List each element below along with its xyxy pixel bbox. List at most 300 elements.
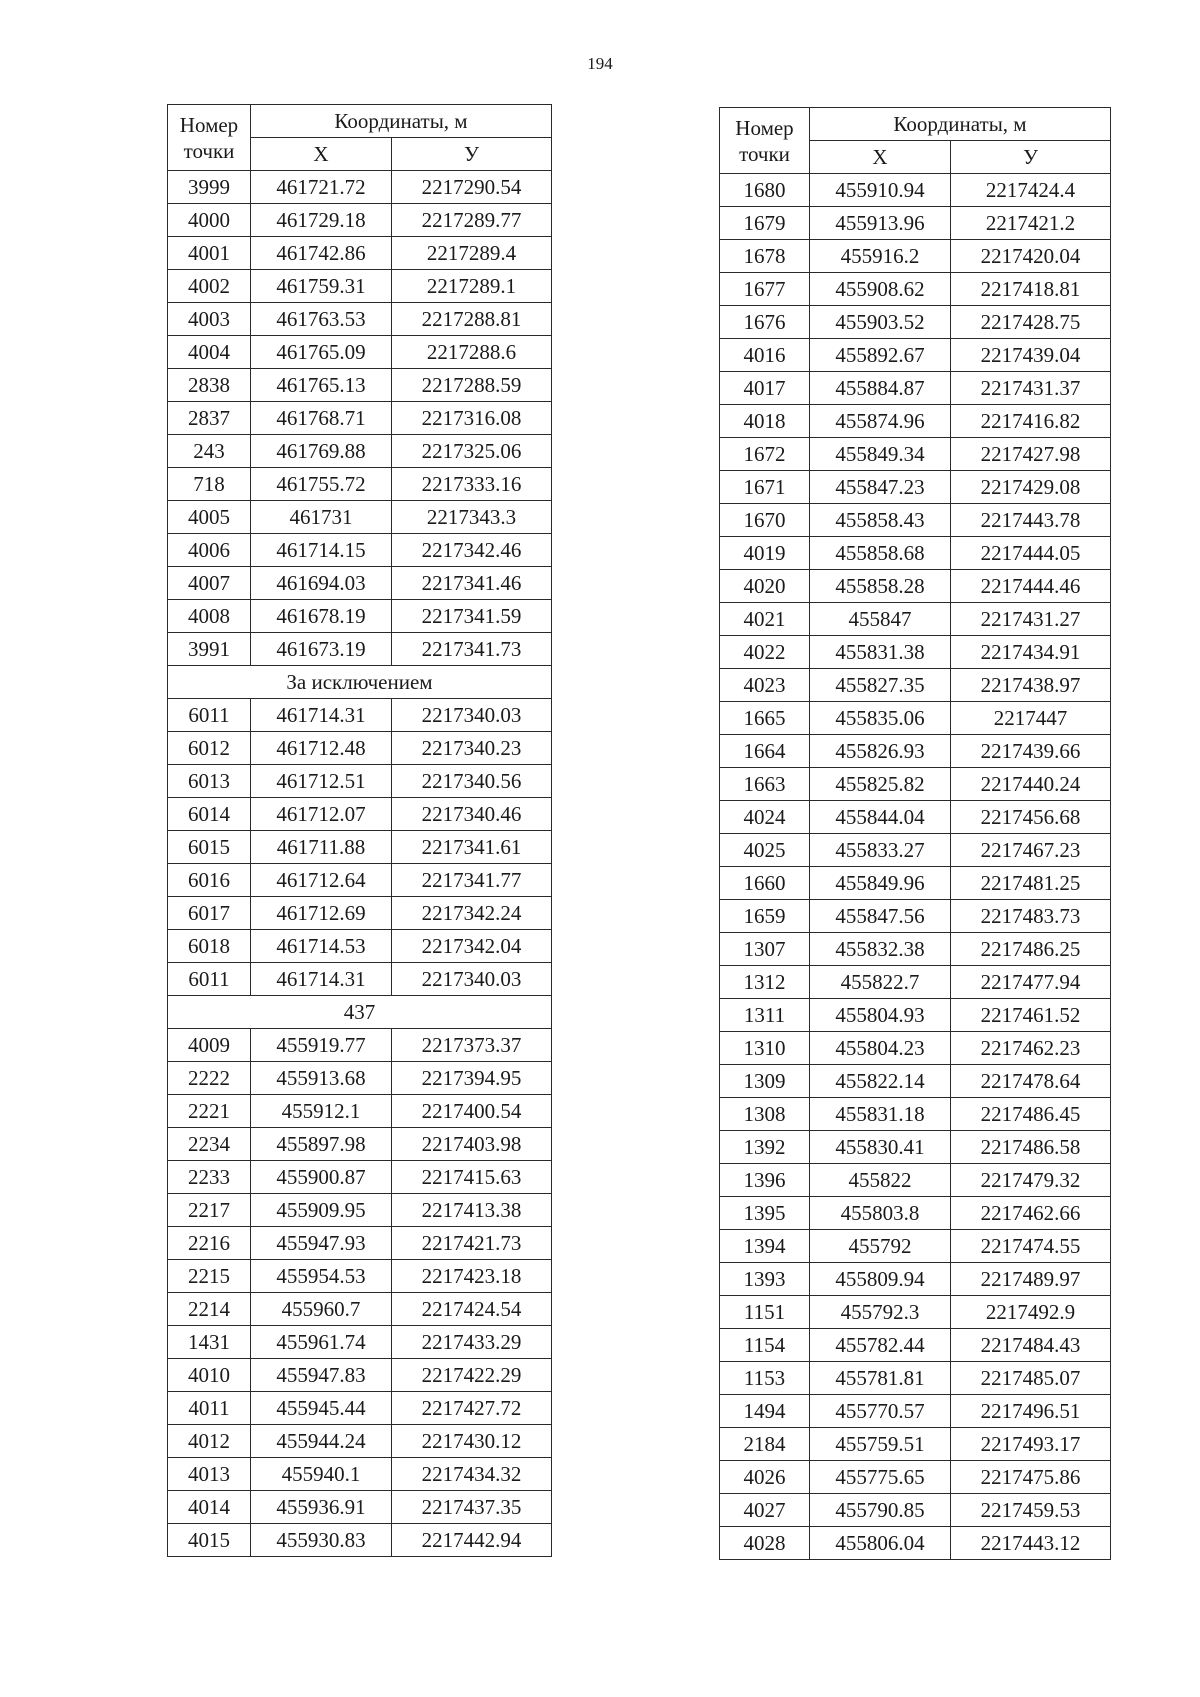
point-number-cell: 1392 — [720, 1131, 810, 1164]
x-coordinate-cell: 461759.31 — [251, 270, 392, 303]
x-coordinate-cell: 455759.51 — [810, 1428, 951, 1461]
table-row — [168, 1392, 552, 1425]
y-coordinate-cell: 2217439.66 — [951, 735, 1111, 768]
table-row — [168, 501, 552, 534]
x-coordinate-cell: 455822 — [810, 1164, 951, 1197]
table-row — [168, 1095, 552, 1128]
y-coordinate-cell: 2217288.59 — [392, 369, 552, 402]
table-row — [720, 273, 1111, 306]
x-coordinate-cell: 455900.87 — [251, 1161, 392, 1194]
y-coordinate-cell: 2217486.45 — [951, 1098, 1111, 1131]
y-coordinate-cell: 2217342.04 — [392, 930, 552, 963]
y-coordinate-cell: 2217427.98 — [951, 438, 1111, 471]
point-number-cell: 2221 — [168, 1095, 251, 1128]
x-coordinate-cell: 455792 — [810, 1230, 951, 1263]
point-number-cell: 1311 — [720, 999, 810, 1032]
table-row — [168, 831, 552, 864]
point-number-cell: 4002 — [168, 270, 251, 303]
point-number-cell: 718 — [168, 468, 251, 501]
y-coordinate-cell: 2217462.23 — [951, 1032, 1111, 1065]
point-number-cell: 4000 — [168, 204, 251, 237]
y-coordinate-cell: 2217475.86 — [951, 1461, 1111, 1494]
y-coordinate-cell: 2217341.61 — [392, 831, 552, 864]
y-coordinate-cell: 2217434.91 — [951, 636, 1111, 669]
x-coordinate-cell: 461755.72 — [251, 468, 392, 501]
x-coordinate-cell: 461712.64 — [251, 864, 392, 897]
y-coordinate-cell: 2217290.54 — [392, 171, 552, 204]
y-coordinate-cell: 2217434.32 — [392, 1458, 552, 1491]
y-coordinate-cell: 2217492.9 — [951, 1296, 1111, 1329]
left-coordinates-table — [167, 104, 552, 1557]
x-coordinate-cell: 455961.74 — [251, 1326, 392, 1359]
x-coordinate-cell: 455827.35 — [810, 669, 951, 702]
x-coordinate-cell: 455790.85 — [810, 1494, 951, 1527]
point-number-cell: 4028 — [720, 1527, 810, 1560]
point-number-cell: 2222 — [168, 1062, 251, 1095]
table-row — [720, 966, 1111, 999]
y-coordinate-cell: 2217289.4 — [392, 237, 552, 270]
x-coordinate-cell: 455806.04 — [810, 1527, 951, 1560]
y-coordinate-cell: 2217462.66 — [951, 1197, 1111, 1230]
y-coordinate-cell: 2217483.73 — [951, 900, 1111, 933]
y-coordinate-cell: 2217489.97 — [951, 1263, 1111, 1296]
left-table-body — [168, 171, 552, 1557]
x-coordinate-cell: 455792.3 — [810, 1296, 951, 1329]
y-coordinate-cell: 2217316.08 — [392, 402, 552, 435]
table-row — [168, 1491, 552, 1524]
point-number-cell: 1309 — [720, 1065, 810, 1098]
table-row — [720, 768, 1111, 801]
table-row — [168, 963, 552, 996]
table-row — [720, 867, 1111, 900]
y-header: У — [392, 138, 552, 171]
table-row — [720, 504, 1111, 537]
y-coordinate-cell: 2217443.78 — [951, 504, 1111, 537]
x-coordinate-cell: 461678.19 — [251, 600, 392, 633]
x-coordinate-cell: 455826.93 — [810, 735, 951, 768]
point-number-cell: 4012 — [168, 1425, 251, 1458]
point-number-cell: 1312 — [720, 966, 810, 999]
point-number-cell: 6016 — [168, 864, 251, 897]
table-row — [168, 600, 552, 633]
point-number-cell: 4020 — [720, 570, 810, 603]
table-row — [720, 702, 1111, 735]
table-row — [720, 339, 1111, 372]
table-row — [720, 801, 1111, 834]
page-number: 194 — [587, 54, 613, 73]
table-row — [168, 864, 552, 897]
y-coordinate-cell: 2217437.35 — [392, 1491, 552, 1524]
table-row — [720, 900, 1111, 933]
y-coordinate-cell: 2217485.07 — [951, 1362, 1111, 1395]
table-row — [168, 1458, 552, 1491]
table-row — [168, 1029, 552, 1062]
point-number-cell: 1394 — [720, 1230, 810, 1263]
table-row — [720, 1098, 1111, 1131]
y-coordinate-cell: 2217289.1 — [392, 270, 552, 303]
point-number-cell: 1396 — [720, 1164, 810, 1197]
point-number-cell: 1393 — [720, 1263, 810, 1296]
y-coordinate-cell: 2217493.17 — [951, 1428, 1111, 1461]
point-number-cell: 6011 — [168, 699, 251, 732]
x-coordinate-cell: 461712.48 — [251, 732, 392, 765]
point-number-cell: 6018 — [168, 930, 251, 963]
point-number-cell: 2233 — [168, 1161, 251, 1194]
point-number-cell: 1679 — [720, 207, 810, 240]
point-number-cell: 2184 — [720, 1428, 810, 1461]
table-row — [720, 1395, 1111, 1428]
y-coordinate-cell: 2217430.12 — [392, 1425, 552, 1458]
section-label: За исключением — [168, 666, 552, 699]
y-coordinate-cell: 2217427.72 — [392, 1392, 552, 1425]
table-row — [168, 1194, 552, 1227]
x-coordinate-cell: 461769.88 — [251, 435, 392, 468]
x-header: X — [810, 141, 951, 174]
y-coordinate-cell: 2217340.03 — [392, 699, 552, 732]
x-coordinate-cell: 455835.06 — [810, 702, 951, 735]
x-coordinate-cell: 455916.2 — [810, 240, 951, 273]
table-row — [168, 369, 552, 402]
point-number-cell: 4008 — [168, 600, 251, 633]
table-row — [168, 402, 552, 435]
x-coordinate-cell: 455831.18 — [810, 1098, 951, 1131]
table-row — [720, 405, 1111, 438]
table-row — [168, 765, 552, 798]
x-coordinate-cell: 461731 — [251, 501, 392, 534]
table-row — [168, 897, 552, 930]
y-coordinate-cell: 2217289.77 — [392, 204, 552, 237]
x-coordinate-cell: 461768.71 — [251, 402, 392, 435]
x-coordinate-cell: 455913.96 — [810, 207, 951, 240]
point-number-cell: 4025 — [720, 834, 810, 867]
y-coordinate-cell: 2217288.6 — [392, 336, 552, 369]
table-row — [720, 834, 1111, 867]
table-row — [720, 306, 1111, 339]
y-coordinate-cell: 2217421.73 — [392, 1227, 552, 1260]
point-number-cell: 6013 — [168, 765, 251, 798]
point-number-cell: 4021 — [720, 603, 810, 636]
x-coordinate-cell: 455809.94 — [810, 1263, 951, 1296]
right-coordinates-table — [719, 107, 1111, 1560]
y-coordinate-cell: 2217484.43 — [951, 1329, 1111, 1362]
y-coordinate-cell: 2217486.25 — [951, 933, 1111, 966]
table-row — [168, 732, 552, 765]
table-row — [168, 204, 552, 237]
point-number-cell: 1659 — [720, 900, 810, 933]
table-row — [720, 207, 1111, 240]
table-row — [720, 1461, 1111, 1494]
point-number-cell: 1678 — [720, 240, 810, 273]
x-coordinate-cell: 461729.18 — [251, 204, 392, 237]
x-coordinate-cell: 455775.65 — [810, 1461, 951, 1494]
table-row — [720, 1230, 1111, 1263]
table-row — [720, 1065, 1111, 1098]
x-coordinate-cell: 455782.44 — [810, 1329, 951, 1362]
y-coordinate-cell: 2217461.52 — [951, 999, 1111, 1032]
x-coordinate-cell: 461712.07 — [251, 798, 392, 831]
y-coordinate-cell: 2217423.18 — [392, 1260, 552, 1293]
point-number-cell: 4014 — [168, 1491, 251, 1524]
point-number-cell: 243 — [168, 435, 251, 468]
table-row — [168, 1227, 552, 1260]
x-coordinate-cell: 455930.83 — [251, 1524, 392, 1557]
point-number-cell: 4017 — [720, 372, 810, 405]
point-number-cell: 1663 — [720, 768, 810, 801]
x-coordinate-cell: 455844.04 — [810, 801, 951, 834]
table-row — [720, 603, 1111, 636]
table-row — [168, 567, 552, 600]
point-number-cell: 4005 — [168, 501, 251, 534]
x-coordinate-cell: 455913.68 — [251, 1062, 392, 1095]
y-coordinate-cell: 2217340.46 — [392, 798, 552, 831]
x-coordinate-cell: 455832.38 — [810, 933, 951, 966]
x-coordinate-cell: 455831.38 — [810, 636, 951, 669]
y-coordinate-cell: 2217442.94 — [392, 1524, 552, 1557]
point-number-cell: 1677 — [720, 273, 810, 306]
y-coordinate-cell: 2217340.03 — [392, 963, 552, 996]
point-number-cell: 4015 — [168, 1524, 251, 1557]
table-row — [720, 1131, 1111, 1164]
table-row — [720, 636, 1111, 669]
table-row — [720, 537, 1111, 570]
x-coordinate-cell: 455830.41 — [810, 1131, 951, 1164]
table-row — [720, 1263, 1111, 1296]
point-number-cell: 4023 — [720, 669, 810, 702]
x-coordinate-cell: 455804.93 — [810, 999, 951, 1032]
y-coordinate-cell: 2217403.98 — [392, 1128, 552, 1161]
x-coordinate-cell: 461714.15 — [251, 534, 392, 567]
x-coordinate-cell: 455847.56 — [810, 900, 951, 933]
x-coordinate-cell: 461712.69 — [251, 897, 392, 930]
table-row — [720, 1164, 1111, 1197]
x-coordinate-cell: 461714.31 — [251, 963, 392, 996]
y-coordinate-cell: 2217428.75 — [951, 306, 1111, 339]
y-coordinate-cell: 2217439.04 — [951, 339, 1111, 372]
table-row — [168, 1326, 552, 1359]
x-coordinate-cell: 455858.68 — [810, 537, 951, 570]
point-number-cell: 1664 — [720, 735, 810, 768]
point-number-cell: 6015 — [168, 831, 251, 864]
x-coordinate-cell: 461763.53 — [251, 303, 392, 336]
y-coordinate-cell: 2217479.32 — [951, 1164, 1111, 1197]
table-row — [720, 1032, 1111, 1065]
y-coordinate-cell: 2217342.24 — [392, 897, 552, 930]
point-number-cell: 1494 — [720, 1395, 810, 1428]
x-coordinate-cell: 455919.77 — [251, 1029, 392, 1062]
point-number-cell: 1310 — [720, 1032, 810, 1065]
point-number-cell: 1660 — [720, 867, 810, 900]
table-row — [168, 468, 552, 501]
y-coordinate-cell: 2217438.97 — [951, 669, 1111, 702]
table-row — [720, 240, 1111, 273]
x-coordinate-cell: 455781.81 — [810, 1362, 951, 1395]
table-row — [168, 270, 552, 303]
y-coordinate-cell: 2217481.25 — [951, 867, 1111, 900]
point-number-cell: 1151 — [720, 1296, 810, 1329]
y-coordinate-cell: 2217474.55 — [951, 1230, 1111, 1263]
point-number-cell: 2214 — [168, 1293, 251, 1326]
y-coordinate-cell: 2217340.23 — [392, 732, 552, 765]
y-coordinate-cell: 2217424.4 — [951, 174, 1111, 207]
point-number-cell: 2838 — [168, 369, 251, 402]
y-coordinate-cell: 2217467.23 — [951, 834, 1111, 867]
point-number-cell: 1671 — [720, 471, 810, 504]
y-coordinate-cell: 2217415.63 — [392, 1161, 552, 1194]
y-coordinate-cell: 2217424.54 — [392, 1293, 552, 1326]
x-coordinate-cell: 461694.03 — [251, 567, 392, 600]
table-row — [168, 1260, 552, 1293]
y-coordinate-cell: 2217341.59 — [392, 600, 552, 633]
x-coordinate-cell: 455822.7 — [810, 966, 951, 999]
x-coordinate-cell: 455903.52 — [810, 306, 951, 339]
table-row — [168, 534, 552, 567]
point-number-cell: 1307 — [720, 933, 810, 966]
table-row — [720, 471, 1111, 504]
x-coordinate-cell: 455897.98 — [251, 1128, 392, 1161]
y-coordinate-cell: 2217486.58 — [951, 1131, 1111, 1164]
x-coordinate-cell: 455910.94 — [810, 174, 951, 207]
y-coordinate-cell: 2217477.94 — [951, 966, 1111, 999]
point-number-header: Номер точки — [168, 105, 251, 171]
x-coordinate-cell: 455940.1 — [251, 1458, 392, 1491]
coordinates-header: Координаты, м — [810, 108, 1111, 141]
y-coordinate-cell: 2217444.05 — [951, 537, 1111, 570]
point-number-cell: 4019 — [720, 537, 810, 570]
point-number-cell: 2217 — [168, 1194, 251, 1227]
x-coordinate-cell: 455849.34 — [810, 438, 951, 471]
point-number-cell: 4016 — [720, 339, 810, 372]
x-coordinate-cell: 455884.87 — [810, 372, 951, 405]
point-number-cell: 1395 — [720, 1197, 810, 1230]
table-row — [720, 1527, 1111, 1560]
x-coordinate-cell: 461712.51 — [251, 765, 392, 798]
x-coordinate-cell: 461714.53 — [251, 930, 392, 963]
table-row — [168, 930, 552, 963]
point-number-cell: 1154 — [720, 1329, 810, 1362]
x-coordinate-cell: 455804.23 — [810, 1032, 951, 1065]
point-number-cell: 4011 — [168, 1392, 251, 1425]
point-number-cell: 6014 — [168, 798, 251, 831]
point-number-cell: 1676 — [720, 306, 810, 339]
table-row — [168, 633, 552, 666]
table-row — [720, 570, 1111, 603]
point-number-cell: 4003 — [168, 303, 251, 336]
point-number-header: Номер точки — [720, 108, 810, 174]
y-coordinate-cell: 2217288.81 — [392, 303, 552, 336]
table-row — [720, 1362, 1111, 1395]
y-coordinate-cell: 2217459.53 — [951, 1494, 1111, 1527]
point-number-cell: 4006 — [168, 534, 251, 567]
x-coordinate-cell: 455909.95 — [251, 1194, 392, 1227]
y-coordinate-cell: 2217429.08 — [951, 471, 1111, 504]
point-number-cell: 4007 — [168, 567, 251, 600]
table-row — [168, 1128, 552, 1161]
x-coordinate-cell: 461765.13 — [251, 369, 392, 402]
x-coordinate-cell: 455945.44 — [251, 1392, 392, 1425]
section-row — [168, 996, 552, 1029]
x-header: X — [251, 138, 392, 171]
point-number-cell: 2837 — [168, 402, 251, 435]
x-coordinate-cell: 455947.93 — [251, 1227, 392, 1260]
y-coordinate-cell: 2217431.27 — [951, 603, 1111, 636]
y-coordinate-cell: 2217422.29 — [392, 1359, 552, 1392]
table-row — [720, 174, 1111, 207]
y-coordinate-cell: 2217342.46 — [392, 534, 552, 567]
x-coordinate-cell: 455912.1 — [251, 1095, 392, 1128]
table-row — [720, 669, 1111, 702]
y-coordinate-cell: 2217341.73 — [392, 633, 552, 666]
table-row — [168, 435, 552, 468]
y-coordinate-cell: 2217416.82 — [951, 405, 1111, 438]
x-coordinate-cell: 455908.62 — [810, 273, 951, 306]
section-row — [168, 666, 552, 699]
table-row — [168, 1359, 552, 1392]
x-coordinate-cell: 455847.23 — [810, 471, 951, 504]
point-number-cell: 1670 — [720, 504, 810, 537]
y-coordinate-cell: 2217341.46 — [392, 567, 552, 600]
y-coordinate-cell: 2217443.12 — [951, 1527, 1111, 1560]
table-row — [168, 699, 552, 732]
y-coordinate-cell: 2217496.51 — [951, 1395, 1111, 1428]
point-number-cell: 4026 — [720, 1461, 810, 1494]
x-coordinate-cell: 455858.28 — [810, 570, 951, 603]
right-table-body — [720, 174, 1111, 1560]
point-number-cell: 4022 — [720, 636, 810, 669]
x-coordinate-cell: 455825.82 — [810, 768, 951, 801]
y-coordinate-cell: 2217333.16 — [392, 468, 552, 501]
section-label: 437 — [168, 996, 552, 1029]
table-row — [720, 735, 1111, 768]
y-header: У — [951, 141, 1111, 174]
table-row — [168, 1293, 552, 1326]
y-coordinate-cell: 2217456.68 — [951, 801, 1111, 834]
x-coordinate-cell: 455849.96 — [810, 867, 951, 900]
y-coordinate-cell: 2217413.38 — [392, 1194, 552, 1227]
point-number-cell: 2216 — [168, 1227, 251, 1260]
table-row — [720, 372, 1111, 405]
point-number-cell: 4010 — [168, 1359, 251, 1392]
point-number-cell: 6017 — [168, 897, 251, 930]
point-number-cell: 4009 — [168, 1029, 251, 1062]
y-coordinate-cell: 2217431.37 — [951, 372, 1111, 405]
table-row — [168, 798, 552, 831]
x-coordinate-cell: 455936.91 — [251, 1491, 392, 1524]
y-coordinate-cell: 2217420.04 — [951, 240, 1111, 273]
y-coordinate-cell: 2217400.54 — [392, 1095, 552, 1128]
point-number-cell: 3999 — [168, 171, 251, 204]
table-row — [720, 438, 1111, 471]
point-number-cell: 2234 — [168, 1128, 251, 1161]
coordinates-header: Координаты, м — [251, 105, 552, 138]
y-coordinate-cell: 2217394.95 — [392, 1062, 552, 1095]
x-coordinate-cell: 455822.14 — [810, 1065, 951, 1098]
x-coordinate-cell: 455847 — [810, 603, 951, 636]
y-coordinate-cell: 2217341.77 — [392, 864, 552, 897]
point-number-cell: 1665 — [720, 702, 810, 735]
point-number-cell: 6011 — [168, 963, 251, 996]
table-row — [720, 933, 1111, 966]
x-coordinate-cell: 461742.86 — [251, 237, 392, 270]
point-number-cell: 3991 — [168, 633, 251, 666]
point-number-cell: 2215 — [168, 1260, 251, 1293]
x-coordinate-cell: 461714.31 — [251, 699, 392, 732]
point-number-cell: 1672 — [720, 438, 810, 471]
y-coordinate-cell: 2217440.24 — [951, 768, 1111, 801]
table-row — [720, 1494, 1111, 1527]
x-coordinate-cell: 455858.43 — [810, 504, 951, 537]
point-number-cell: 1431 — [168, 1326, 251, 1359]
y-coordinate-cell: 2217340.56 — [392, 765, 552, 798]
